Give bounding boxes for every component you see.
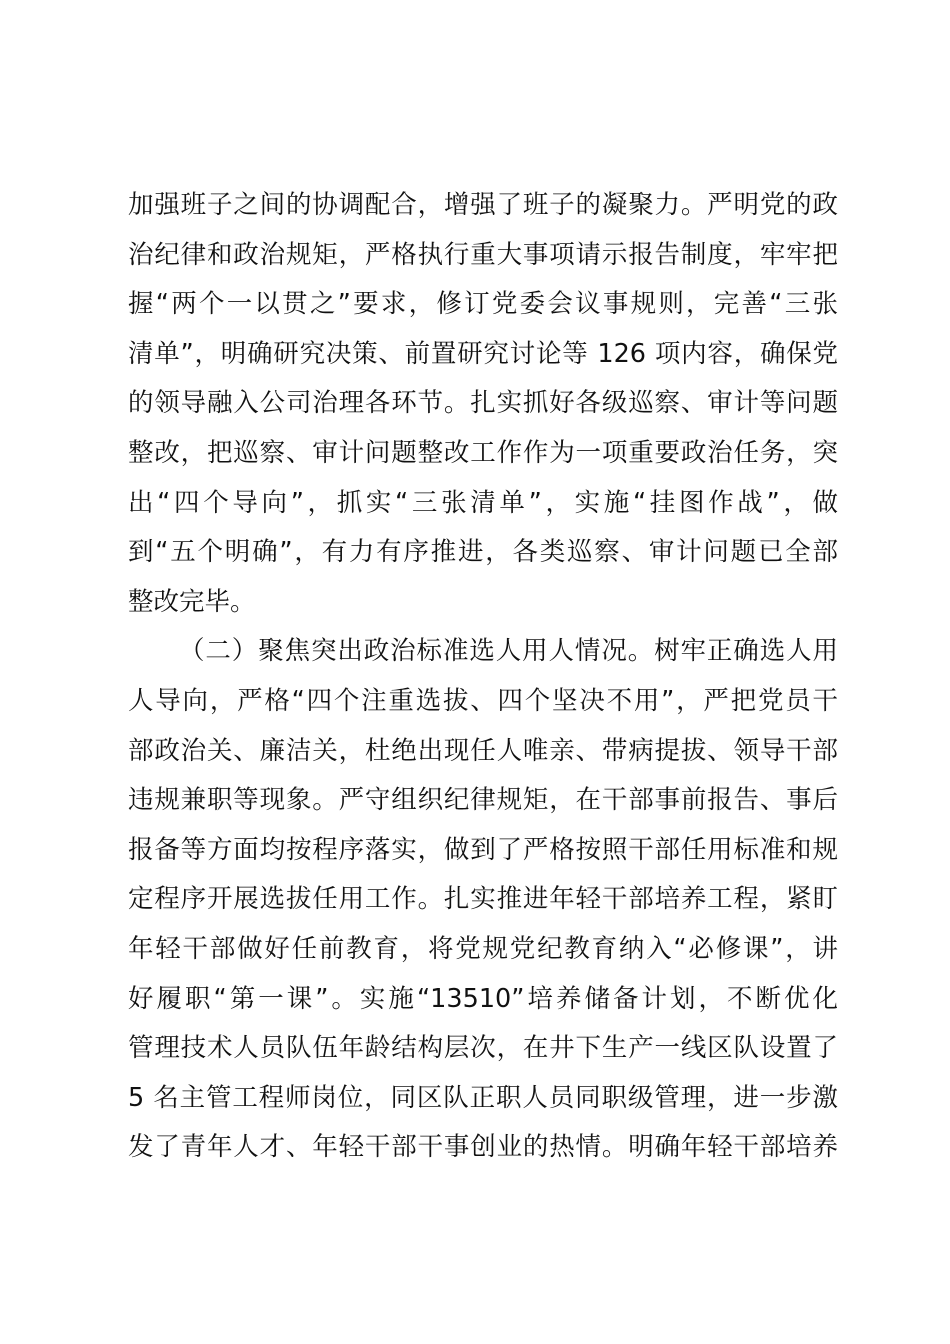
text-line: 加强班子之间的协调配合，增强了班子的凝聚力。严明党的政 — [128, 190, 838, 220]
text-line: 出“四个导向”，抓实“三张清单”，实施“挂图作战”，做 — [128, 487, 838, 518]
text-line: 报备等方面均按程序落实，做到了严格按照干部任用标准和规 — [128, 834, 838, 865]
text-line: 年轻干部做好任前教育，将党规党纪教育纳入“必修课”，讲 — [128, 933, 838, 964]
text-line: 发了青年人才、年轻干部干事创业的热情。明确年轻干部培养 — [128, 1132, 838, 1163]
text-line: 整改完毕。 — [128, 586, 256, 617]
text-line: 治纪律和政治规矩，严格执行重大事项请示报告制度，牢牢把 — [128, 239, 838, 270]
section-heading-line: （二）聚焦突出政治标准选人用人情况。树牢正确选人用 — [179, 636, 838, 667]
text-line: 违规兼职等现象。严守组织纪律规矩，在干部事前报告、事后 — [128, 785, 838, 816]
text-line: 部政治关、廉洁关，杜绝出现任人唯亲、带病提拔、领导干部 — [128, 735, 838, 766]
text-line: 清单”，明确研究决策、前置研究讨论等 126 项内容，确保党 — [128, 338, 838, 369]
text-line: 好履职“第一课”。实施“13510”培养储备计划，不断优化 — [128, 983, 838, 1014]
text-line: 到“五个明确”，有力有序推进，各类巡察、审计问题已全部 — [128, 537, 838, 568]
text-line: 定程序开展选拔任用工作。扎实推进年轻干部培养工程，紧盯 — [128, 884, 838, 915]
text-line: 的领导融入公司治理各环节。扎实抓好各级巡察、审计等问题 — [128, 388, 838, 419]
text-line: 人导向，严格“四个注重选拔、四个坚决不用”，严把党员干 — [128, 685, 838, 716]
body-text — [128, 181, 838, 1173]
text-line: 5 名主管工程师岗位，同区队正职人员同职级管理，进一步激 — [128, 1082, 838, 1113]
text-line: 管理技术人员队伍年龄结构层次，在井下生产一线区队设置了 — [128, 1033, 838, 1064]
text-line: 整改，把巡察、审计问题整改工作作为一项重要政治任务，突 — [128, 437, 838, 468]
text-line: 握“两个一以贯之”要求，修订党委会议事规则，完善“三张 — [128, 289, 838, 320]
